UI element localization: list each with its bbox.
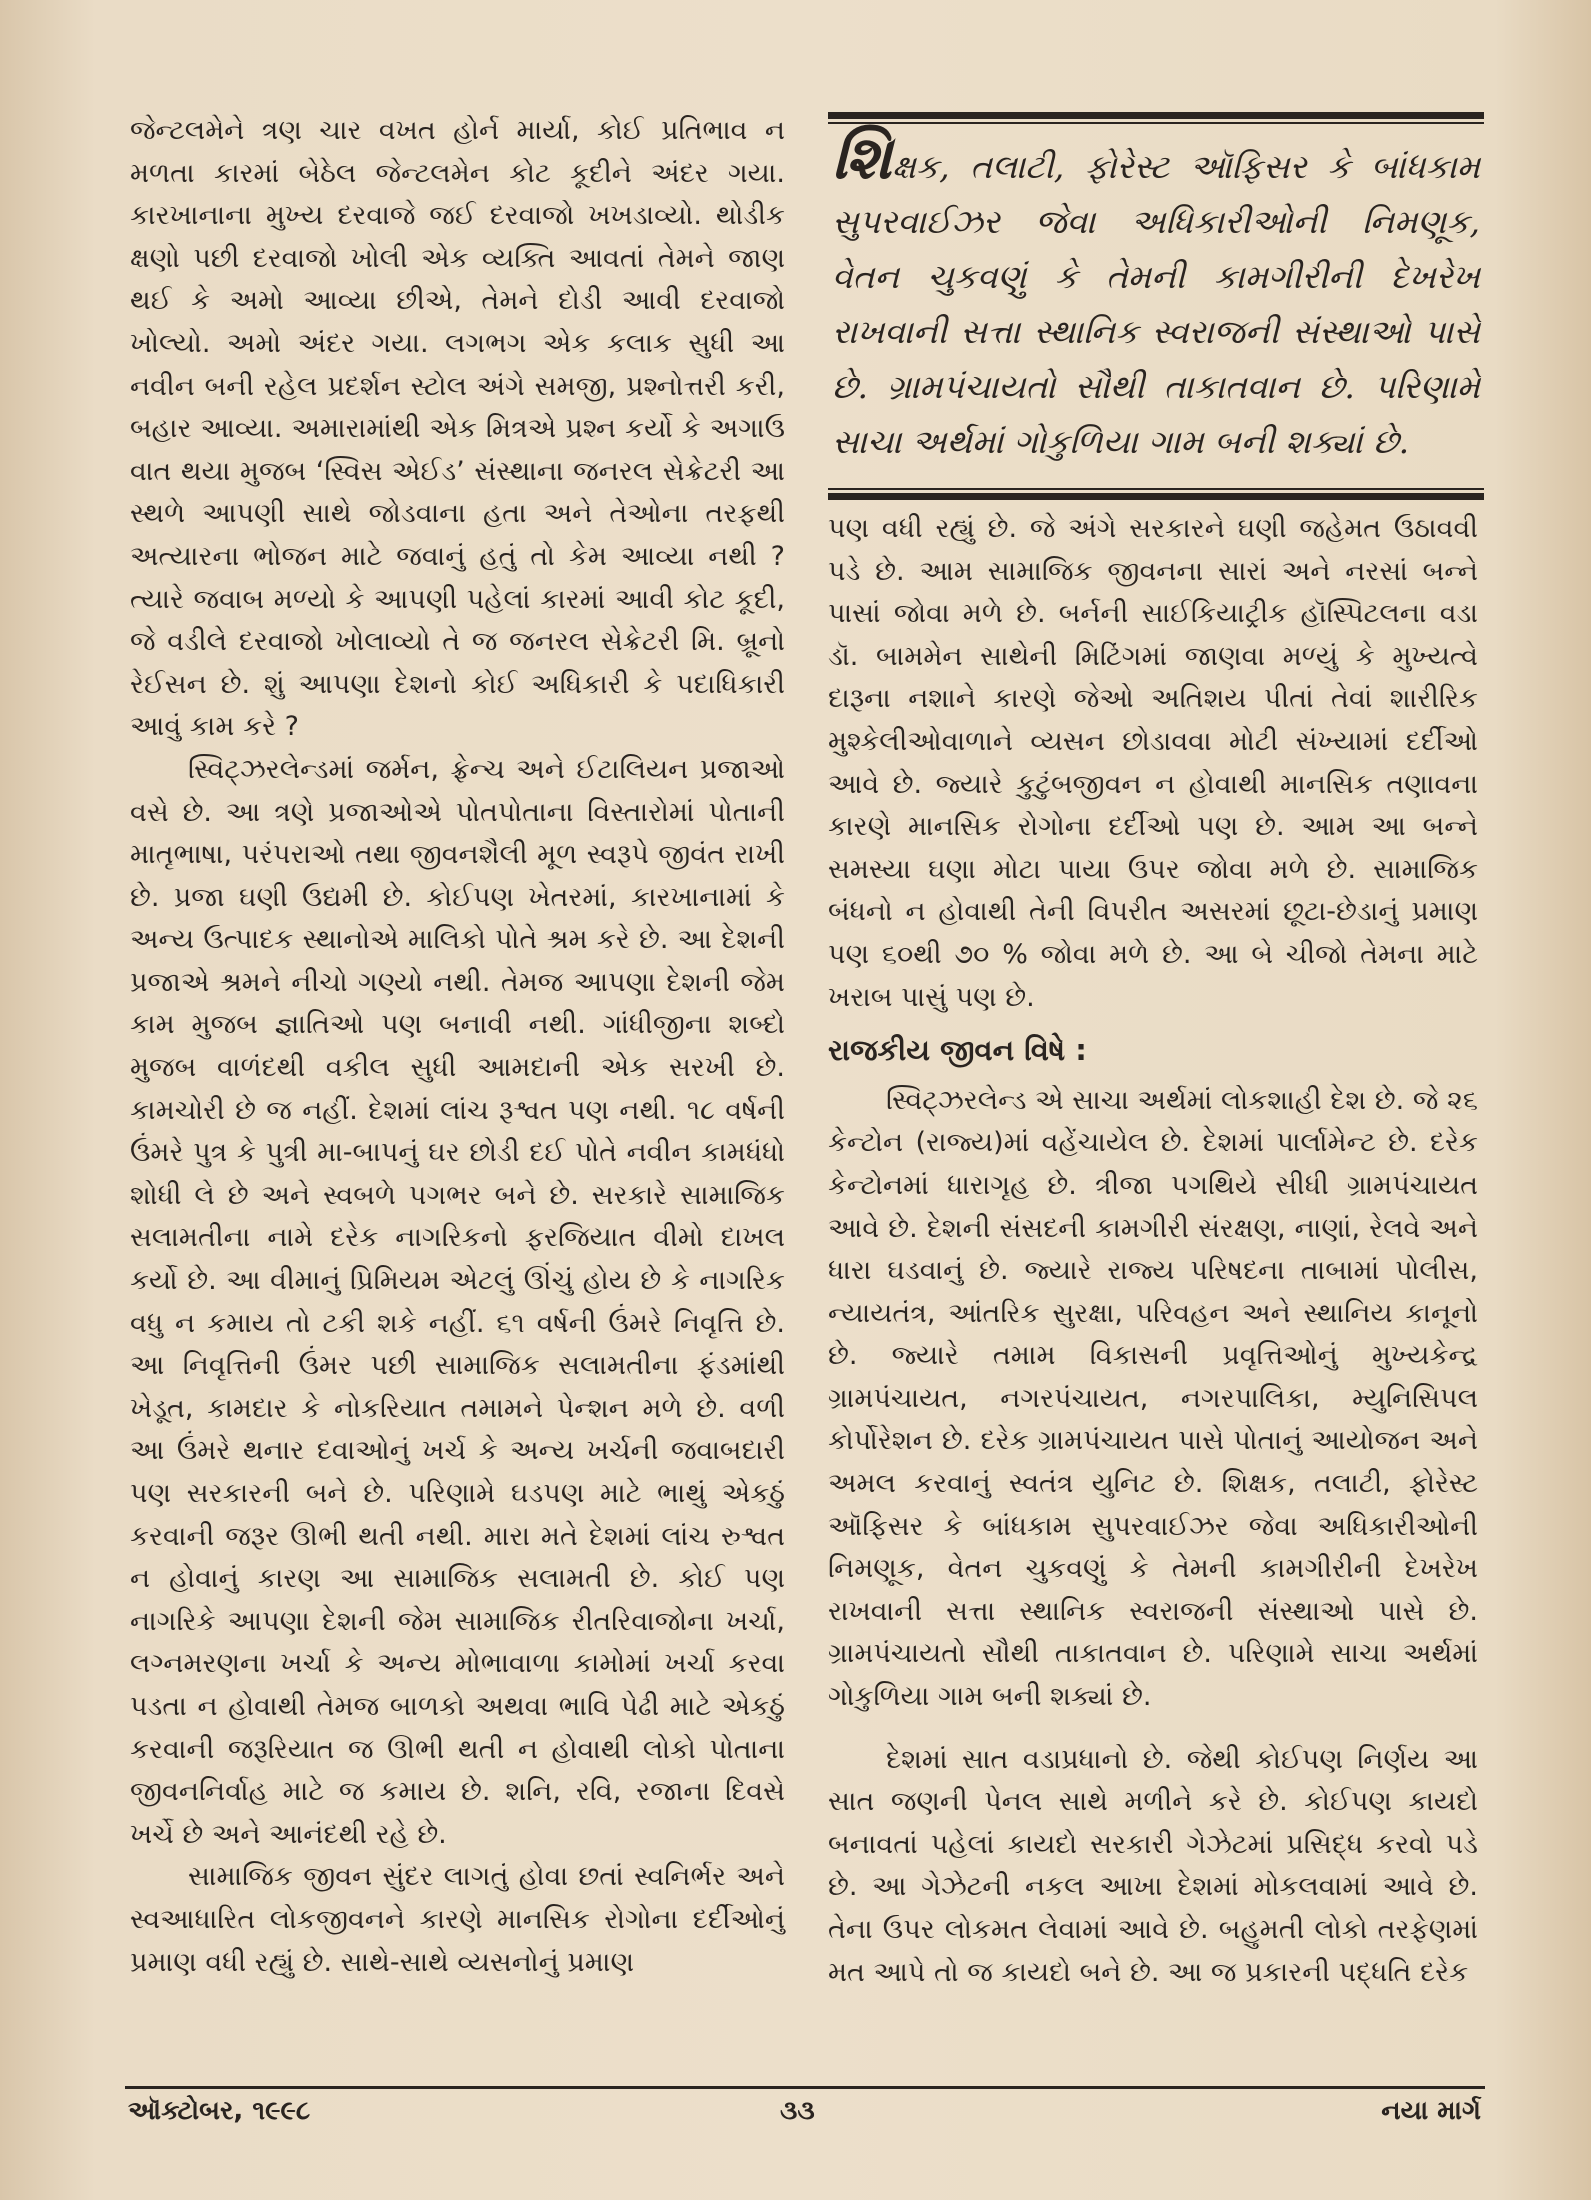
- pull-quote-dropcap: શિ: [832, 123, 892, 193]
- right-column: [828, 508, 1478, 1994]
- pull-quote-bottom-rules: [828, 488, 1484, 500]
- left-column: [130, 110, 785, 1984]
- footer-magazine-name: નયા માર્ગ: [1381, 2096, 1481, 2126]
- pull-quote-body: ક્ષક, તલાટી, ફોરેસ્ટ ઑફિસર કે બાંધકામ સુપરવાઈઝર જેવા અધિકારીઓની નિમણૂક, વેતન ચુકવણું કે તેમની કામગીરીની દેખરેખ રાખવાની સત્તા સ્થાનિક સ્વરાજની સંસ્થાઓ પાસે છે. ગ્રામપંચાયતો સૌથી તાકાતવાન છે. પરિણામે સાચા અર્થમાં ગોકુળિયા ગામ બની શક્યાં છે.: [832, 147, 1480, 461]
- pull-quote-bottom-rule-thick: [828, 493, 1484, 500]
- right-paragraph-1: પણ વધી રહ્યું છે. જે અંગે સરકારને ઘણી જહેમત ઉઠાવવી પડે છે. આમ સામાજિક જીવનના સારાં અને નરસાં બન્ને પાસાં જોવા મળે છે. બર્નની સાઈકિયાટ્રીક હૉસ્પિટલના વડા ડૉ. બામમેન સાથેની મિટિંગમાં જાણવા મળ્યું કે મુખ્યત્વે દારૂના નશાને કારણે જેઓ અતિશય પીતાં તેવાં શારીરિક મુશ્કેલીઓવાળાને વ્યસન છોડાવવા મોટી સંખ્યામાં દર્દીઓ આવે છે. જ્યારે કુટુંબજીવન ન હોવાથી માનસિક તણાવના કારણે માનસિક રોગોના દર્દીઓ પણ છે. આમ આ બન્ને સમસ્યા ઘણા મોટા પાયા ઉપર જોવા મળે છે. સામાજિક બંધનો ન હોવાથી તેની વિપરીત અસરમાં છૂટા-છેડાનું પ્રમાણ પણ ૬૦થી ૭૦ % જોવા મળે છે. આ બે ચીજો તેમના માટે ખરાબ પાસું પણ છે.: [828, 513, 1478, 1013]
- pull-quote-bottom-rule-thin: [828, 488, 1484, 490]
- pull-quote-text: [828, 123, 1484, 469]
- pull-quote-top-rule-thick: [828, 112, 1484, 119]
- right-paragraph-3: દેશમાં સાત વડાપ્રધાનો છે. જેથી કોઈપણ નિર્ણય આ સાત જણની પેનલ સાથે મળીને કરે છે. કોઈપણ કાયદો બનાવતાં પહેલાં કાયદો સરકારી ગેઝેટમાં પ્રસિદ્ધ કરવો પડે છે. આ ગેઝેટની નકલ આખા દેશમાં મોકલવામાં આવે છે. તેના ઉપર લોકમત લેવામાં આવે છે. બહુમતી લોકો તરફેણમાં મત આપે તો જ કાયદો બને છે. આ જ પ્રકારની પદ્ધતિ દરેક: [828, 1743, 1478, 1988]
- section-heading-political-life: રાજકીય જીવન વિષે :: [828, 1033, 1087, 1068]
- footer-rule: [125, 2086, 1485, 2089]
- left-paragraph-2: સ્વિટ્ઝરલેન્ડમાં જર્મન, ફ્રેન્ચ અને ઈટાલિયન પ્રજાઓ વસે છે. આ ત્રણે પ્રજાઓએ પોતપોતાના વિસ્તારોમાં પોતાની માતૃભાષા, પરંપરાઓ તથા જીવનશૈલી મૂળ સ્વરૂપે જીવંત રાખી છે. પ્રજા ઘણી ઉદ્યમી છે. કોઈપણ ખેતરમાં, કારખાનામાં કે અન્ય ઉત્પાદક સ્થાનોએ માલિકો પોતે શ્રમ કરે છે. આ દેશની પ્રજાએ શ્રમને નીચો ગણ્યો નથી. તેમજ આપણા દેશની જેમ કામ મુજબ જ્ઞાતિઓ પણ બનાવી નથી. ગાંધીજીના શબ્દો મુજબ વાળંદથી વકીલ સુધી આમદાની એક સરખી છે. કામચોરી છે જ નહીં. દેશમાં લાંચ રૂશ્વત પણ નથી. ૧૮ વર્ષની ઉંમરે પુત્ર કે પુત્રી મા-બાપનું ઘર છોડી દઈ પોતે નવીન કામધંધો શોધી લે છે અને સ્વબળે પગભર બને છે. સરકારે સામાજિક સલામતીના નામે દરેક નાગરિકનો ફરજિયાત વીમો દાખલ કર્યો છે. આ વીમાનું પ્રિમિયમ એટલું ઊંચું હોય છે કે નાગરિક વધુ ન કમાય તો ટકી શકે નહીં. ૬૧ વર્ષની ઉંમરે નિવૃત્તિ છે. આ નિવૃત્તિની ઉંમર પછી સામાજિક સલામતીના ફંડમાંથી ખેડૂત, કામદાર કે નોકરિયાત તમામને પેન્શન મળે છે. વળી આ ઉંમરે થનાર દવાઓનું ખર્ચ કે અન્ય ખર્ચની જવાબદારી પણ સરકારની બને છે. પરિણામે ઘડપણ માટે ભાથું એકઠું કરવાની જરૂર ઊભી થતી નથી. મારા મતે દેશમાં લાંચ રુશ્વત ન હોવાનું કારણ આ સામાજિક સલામતી છે. કોઈ પણ નાગરિકે આપણા દેશની જેમ સામાજિક રીતરિવાજોના ખર્ચા, લગ્નમરણના ખર્ચા કે અન્ય મોભાવાળા કામોમાં ખર્ચા કરવા પડતા ન હોવાથી તેમજ બાળકો અથવા ભાવિ પેઢી માટે એકઠું કરવાની જરૂરિયાત જ ઊભી થતી ન હોવાથી લોકો પોતાના જીવનનિર્વાહ માટે જ કમાય છે. શનિ, રવિ, રજાના દિવસે ખર્ચે છે અને આનંદથી રહે છે.: [130, 753, 785, 1850]
- footer-page-number: ૩૩: [780, 2096, 815, 2126]
- footer-date: ઑક્ટોબર, ૧૯૯૮: [128, 2096, 311, 2126]
- pull-quote-top-rule-thin: [828, 122, 1484, 124]
- left-paragraph-3: સામાજિક જીવન સુંદર લાગતું હોવા છતાં સ્વનિર્ભર અને સ્વઆધારિત લોકજીવનને કારણે માનસિક રોગોના દર્દીઓનું પ્રમાણ વધી રહ્યું છે. સાથે-સાથે વ્યસનોનું પ્રમાણ: [130, 1861, 785, 1978]
- pull-quote-box: [828, 112, 1484, 500]
- left-paragraph-1: જેન્ટલમેને ત્રણ ચાર વખત હોર્ન માર્યા, કોઈ પ્રતિભાવ ન મળતા કારમાં બેઠેલ જેન્ટલમેન કોટ કૂદીને અંદર ગયા. કારખાનાના મુખ્ય દરવાજે જઈ દરવાજો ખખડાવ્યો. થોડીક ક્ષણો પછી દરવાજો ખોલી એક વ્યક્તિ આવતાં તેમને જાણ થઈ કે અમો આવ્યા છીએ, તેમને દોડી આવી દરવાજો ખોલ્યો. અમો અંદર ગયા. લગભગ એક કલાક સુધી આ નવીન બની રહેલ પ્રદર્શન સ્ટોલ અંગે સમજી, પ્રશ્નોત્તરી કરી, બહાર આવ્યા. અમારામાંથી એક મિત્રએ પ્રશ્ન કર્યો કે અગાઉ વાત થયા મુજબ ‘સ્વિસ એઈડ’ સંસ્થાના જનરલ સેક્રેટરી આ સ્થળે આપણી સાથે જોડવાના હતા અને તેઓના તરફથી અત્યારના ભોજન માટે જવાનું હતું તો કેમ આવ્યા નથી ? ત્યારે જવાબ મળ્યો કે આપણી પહેલાં કારમાં આવી કોટ કૂદી, જે વડીલે દરવાજો ખોલાવ્યો તે જ જનરલ સેક્રેટરી મિ. બ્રૂનો રેઈસન છે. શું આપણા દેશનો કોઈ અધિકારી કે પદાધિકારી આવું કામ કરે ?: [130, 115, 785, 743]
- right-paragraph-2: સ્વિટ્ઝરલેન્ડ એ સાચા અર્થમાં લોકશાહી દેશ છે. જે ૨૬ કેન્ટોન (રાજ્ય)માં વહેંચાયેલ છે. દેશમાં પાર્લામેન્ટ છે. દરેક કેન્ટોનમાં ધારાગૃહ છે. ત્રીજા પગથિયે સીધી ગ્રામપંચાયત આવે છે. દેશની સંસદની કામગીરી સંરક્ષણ, નાણાં, રેલવે અને ધારા ઘડવાનું છે. જ્યારે રાજ્ય પરિષદના તાબામાં પોલીસ, ન્યાયતંત્ર, આંતરિક સુરક્ષા, પરિવહન અને સ્થાનિય કાનૂનો છે. જ્યારે તમામ વિકાસની પ્રવૃત્તિઓનું મુખ્યકેન્દ્ર ગ્રામપંચાયત, નગરપંચાયત, નગરપાલિકા, મ્યુનિસિપલ કોર્પોરેશન છે. દરેક ગ્રામપંચાયત પાસે પોતાનું આયોજન અને અમલ કરવાનું સ્વતંત્ર યુનિટ છે. શિક્ષક, તલાટી, ફોરેસ્ટ ઑફિસર કે બાંધકામ સુપરવાઈઝર જેવા અધિકારીઓની નિમણૂક, વેતન ચુકવણું કે તેમની કામગીરીની દેખરેખ રાખવાની સત્તા સ્થાનિક સ્વરાજની સંસ્થાઓ પાસે છે. ગ્રામપંચાયતો સૌથી તાકાતવાન છે. પરિણામે સાચા અર્થમાં ગોકુળિયા ગામ બની શક્યાં છે.: [828, 1084, 1478, 1713]
